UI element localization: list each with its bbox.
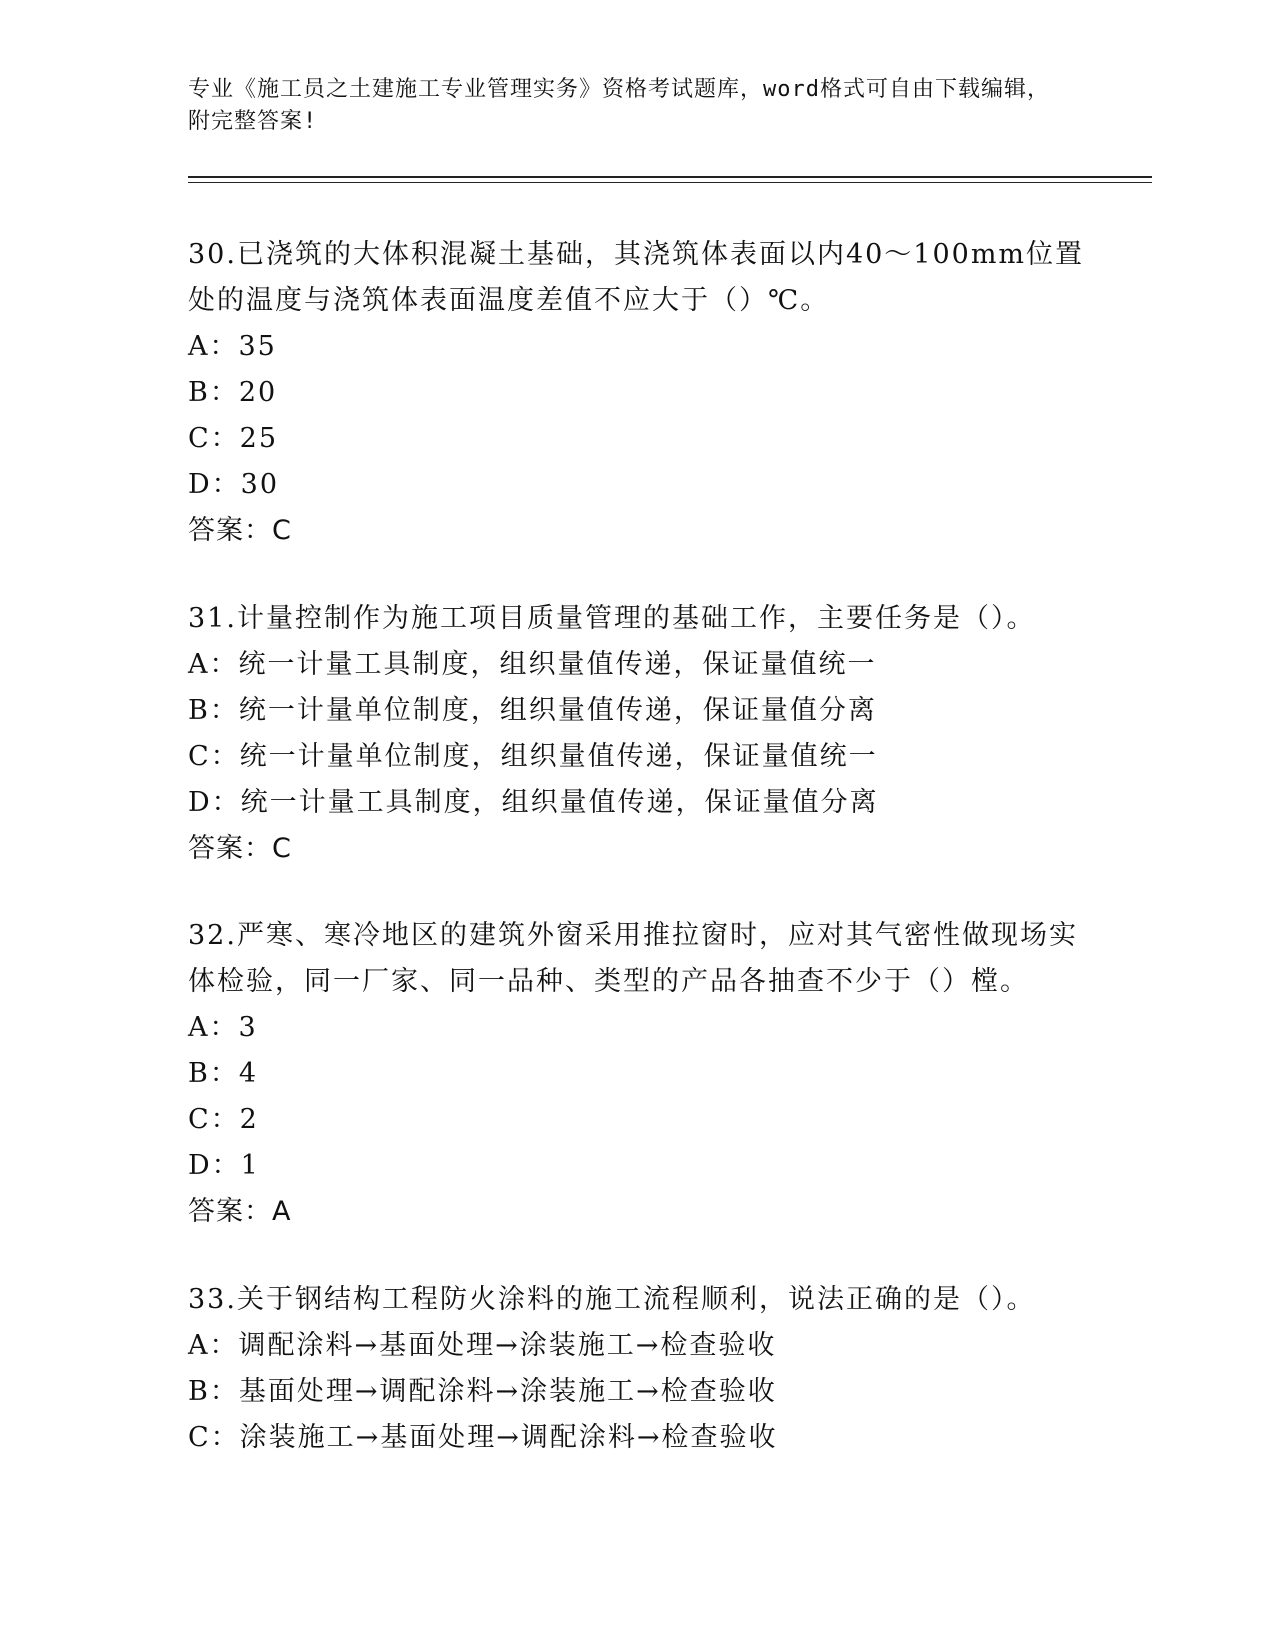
option-a: A：调配涂料→基面处理→涂装施工→检查验收 xyxy=(188,1330,777,1361)
header-divider-thick xyxy=(188,176,1152,178)
option-a: A：统一计量工具制度，组织量值传递，保证量值统一 xyxy=(188,649,877,680)
option-b: B：统一计量单位制度，组织量值传递，保证量值分离 xyxy=(188,695,877,726)
option-c: C：涂装施工→基面处理→调配涂料→检查验收 xyxy=(188,1422,778,1453)
option-d: D：1 xyxy=(188,1150,260,1181)
question-30 xyxy=(188,232,1088,554)
question-stem: 30.已浇筑的大体积混凝土基础，其浇筑体表面以内40～100mm位置处的温度与浇筑体表面温度差值不应大于（）℃。 xyxy=(188,239,1085,316)
option-c: C：统一计量单位制度，组织量值传递，保证量值统一 xyxy=(188,741,878,772)
question-31 xyxy=(188,596,1088,872)
option-d: D：30 xyxy=(188,469,280,500)
question-stem: 32.严寒、寒冷地区的建筑外窗采用推拉窗时，应对其气密性做现场实体检验，同一厂家、同一品种、类型的产品各抽查不少于（）樘。 xyxy=(188,920,1078,997)
question-32 xyxy=(188,913,1088,1235)
option-b: B：4 xyxy=(188,1058,259,1089)
answer: 答案：C xyxy=(188,833,292,864)
answer: 答案：C xyxy=(188,515,292,546)
option-b: B：20 xyxy=(188,377,278,408)
option-a: A：3 xyxy=(188,1012,258,1043)
header-divider-thin xyxy=(188,182,1152,183)
question-stem: 31.计量控制作为施工项目质量管理的基础工作，主要任务是（）。 xyxy=(188,603,1036,634)
option-a: A：35 xyxy=(188,331,277,362)
option-d: D：统一计量工具制度，组织量值传递，保证量值分离 xyxy=(188,787,879,818)
document-header: 专业《施工员之土建施工专业管理实务》资格考试题库，word格式可自由下载编辑，附完整答案! xyxy=(188,77,1050,134)
option-c: C：25 xyxy=(188,423,279,454)
option-b: B：基面处理→调配涂料→涂装施工→检查验收 xyxy=(188,1376,777,1407)
question-stem: 33.关于钢结构工程防火涂料的施工流程顺利，说法正确的是（）。 xyxy=(188,1284,1036,1315)
option-c: C：2 xyxy=(188,1104,259,1135)
answer: 答案：A xyxy=(188,1196,292,1227)
question-33 xyxy=(188,1277,1088,1461)
